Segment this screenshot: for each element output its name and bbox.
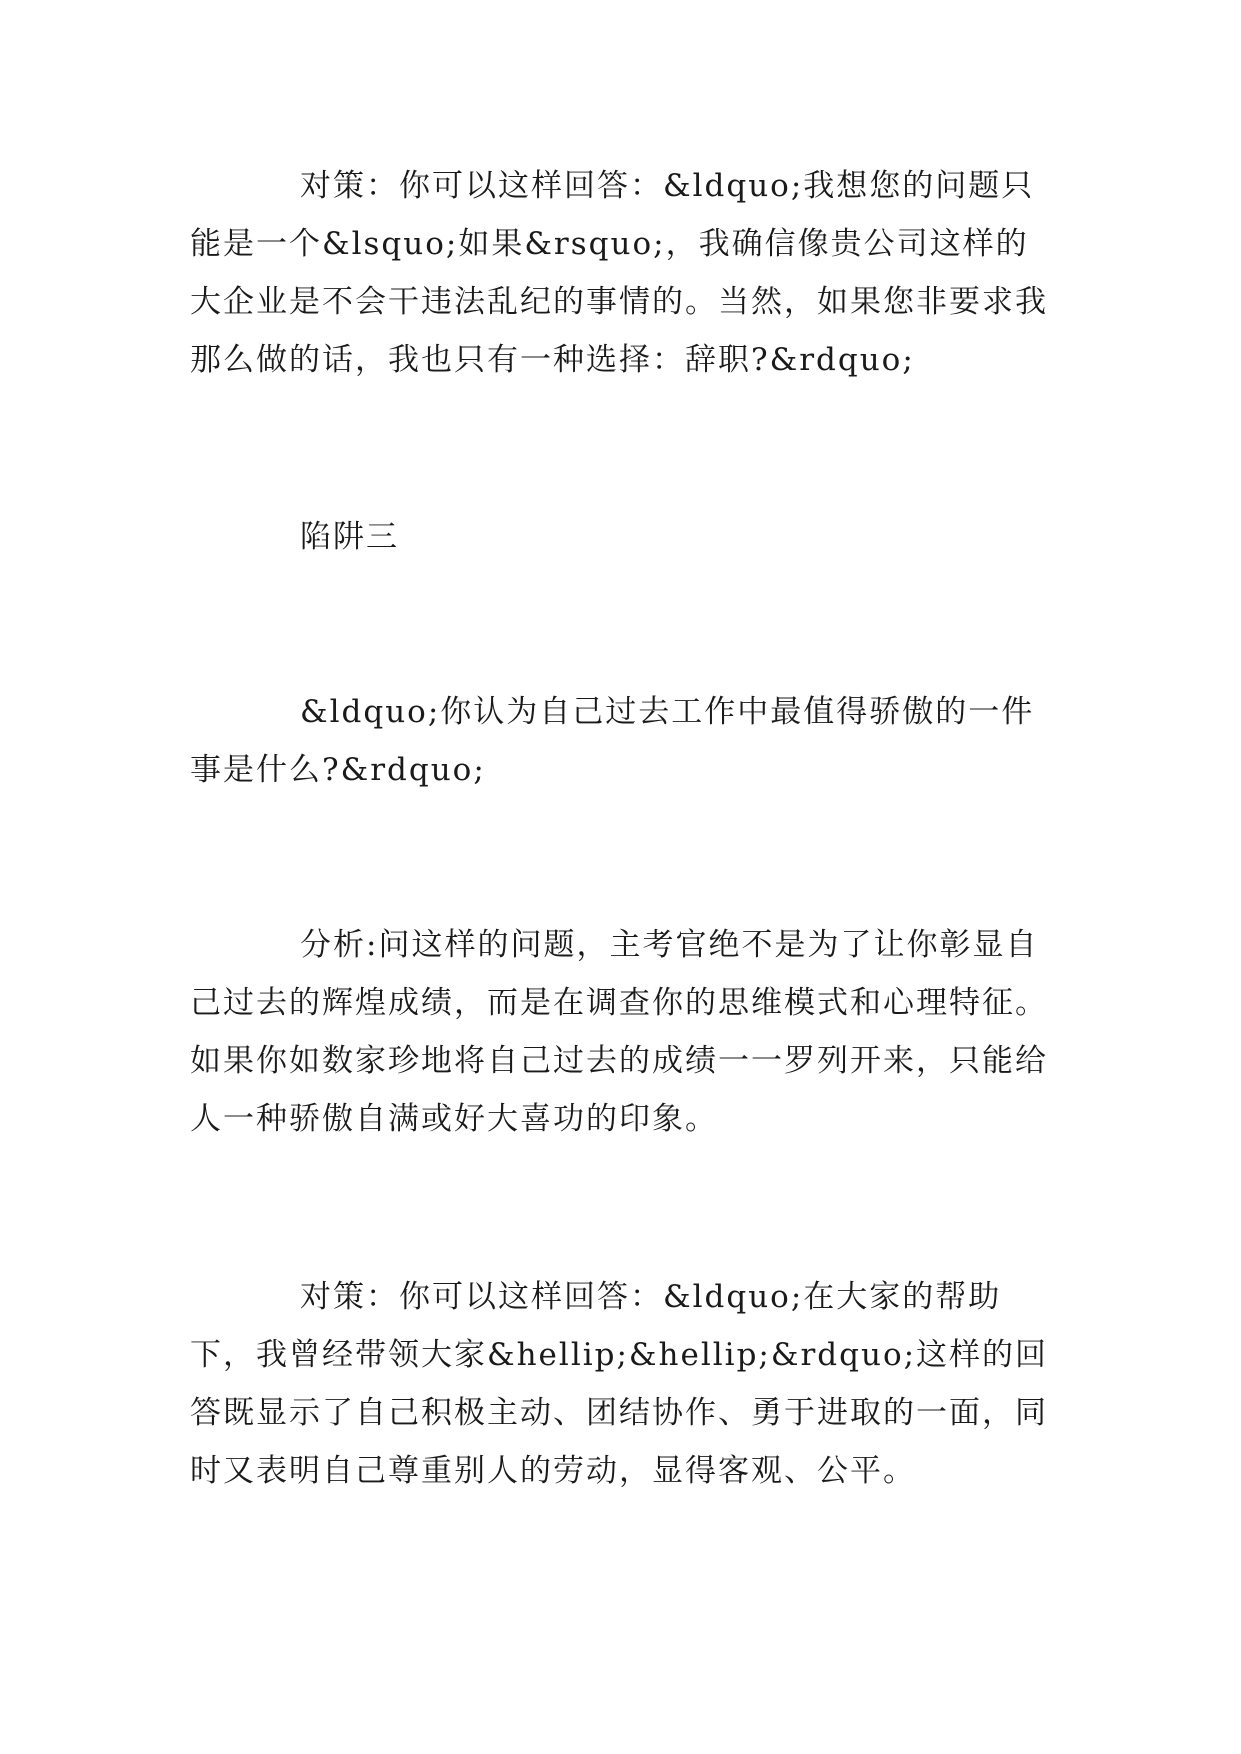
paragraph-countermeasure-1: 对策：你可以这样回答：&ldquo;我想您的问题只能是一个&lsquo;如果&rsquo;，我确信像贵公司这样的大企业是不会干违法乱纪的事情的。当然，如果您非要求我那么做的话，我也只有一种选择：辞职?&rdquo; [190,168,1048,378]
paragraph-question: &ldquo;你认为自己过去工作中最值得骄傲的一件事是什么?&rdquo; [190,694,1035,788]
section-heading-trap-3: 陷阱三 [300,519,399,555]
paragraph-analysis: 分析:问这样的问题，主考官绝不是为了让你彰显自己过去的辉煌成绩，而是在调查你的思维模式和心理特征。如果你如数家珍地将自己过去的成绩一一罗列开来，只能给人一种骄傲自满或好大喜功的印象。 [190,927,1048,1137]
paragraph-countermeasure-2: 对策：你可以这样回答：&ldquo;在大家的帮助下，我曾经带领大家&hellip;&hellip;&rdquo;这样的回答既显示了自己积极主动、团结协作、勇于进取的一面，同时又表明自己尊重别人的劳动，显得客观、公平。 [190,1279,1049,1489]
